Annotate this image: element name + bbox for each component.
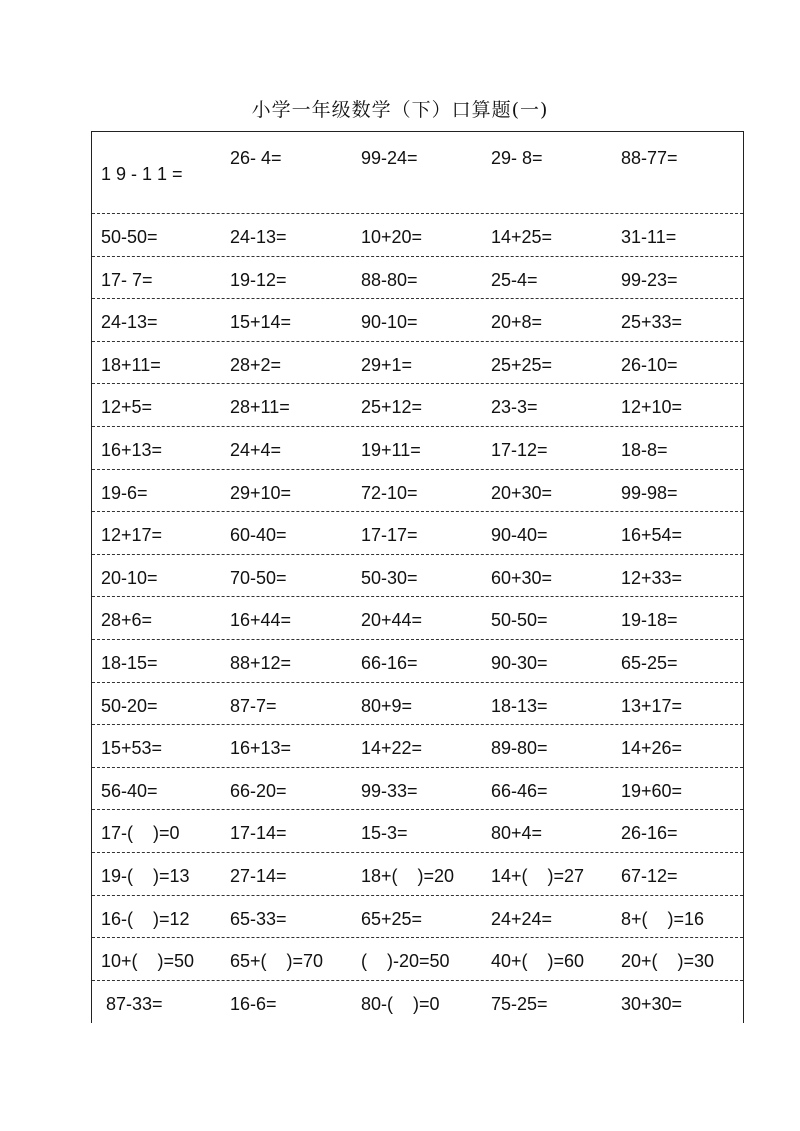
problem-row — [92, 981, 743, 1024]
arithmetic-problem: 80+9= — [361, 695, 413, 716]
arithmetic-problem: 24-13= — [101, 312, 158, 333]
arithmetic-problem: 15+53= — [101, 738, 163, 759]
arithmetic-problem: 29+10= — [230, 482, 292, 503]
arithmetic-problem: 88-77= — [621, 148, 678, 168]
problem-row — [92, 512, 743, 555]
arithmetic-problem: 26-10= — [621, 354, 678, 375]
arithmetic-problem: 20+44= — [361, 610, 423, 631]
arithmetic-problem: 17-( )=0 — [101, 823, 180, 844]
arithmetic-problem: 19-18= — [621, 610, 678, 631]
arithmetic-problem: 99-98= — [621, 482, 678, 503]
problem-row — [92, 683, 743, 726]
problem-row — [92, 342, 743, 385]
arithmetic-problem: 20-10= — [101, 567, 158, 588]
arithmetic-problem: 99-24= — [361, 148, 418, 168]
arithmetic-problem: 31-11= — [621, 227, 677, 247]
arithmetic-problem: 16+54= — [621, 525, 683, 546]
arithmetic-problem: 27-14= — [230, 866, 287, 886]
arithmetic-problem: 50-50= — [491, 610, 548, 631]
arithmetic-problem: 17- 7= — [101, 269, 153, 290]
problem-row — [92, 640, 743, 683]
arithmetic-problem: 88+12= — [230, 653, 292, 673]
arithmetic-problem: 28+6= — [101, 610, 153, 631]
arithmetic-problem: 24-13= — [230, 227, 287, 247]
arithmetic-problem: 89-80= — [491, 738, 548, 759]
arithmetic-problem: 65-33= — [230, 908, 287, 929]
arithmetic-problem: 12+5= — [101, 397, 153, 418]
arithmetic-problem: 16+44= — [230, 610, 292, 631]
arithmetic-problem: 24+4= — [230, 440, 282, 460]
arithmetic-problem: 13+17= — [621, 695, 683, 716]
arithmetic-problem: 17-14= — [230, 823, 287, 844]
arithmetic-problem: 88-80= — [361, 269, 418, 290]
arithmetic-problem: 18+( )=20 — [361, 866, 455, 886]
arithmetic-problem: 99-33= — [361, 780, 418, 801]
arithmetic-problem: 19+11= — [361, 440, 421, 460]
arithmetic-problem: 80-( )=0 — [361, 993, 440, 1014]
arithmetic-problem: 20+8= — [491, 312, 543, 333]
arithmetic-problem: 8+( )=16 — [621, 908, 705, 929]
arithmetic-problem: 28+2= — [230, 354, 282, 375]
arithmetic-problem: 1 9 - 1 1 = — [101, 164, 183, 184]
arithmetic-problem: 66-16= — [361, 653, 418, 673]
arithmetic-worksheet-table — [91, 131, 744, 1023]
problem-row — [92, 597, 743, 640]
problem-row — [92, 132, 743, 214]
arithmetic-problem: 87-7= — [230, 695, 277, 716]
arithmetic-problem: 10+20= — [361, 227, 423, 247]
arithmetic-problem: 16+13= — [230, 738, 292, 759]
arithmetic-problem: 50-30= — [361, 567, 418, 588]
problem-row — [92, 214, 743, 257]
arithmetic-problem: 25+33= — [621, 312, 683, 333]
arithmetic-problem: 15+14= — [230, 312, 292, 333]
arithmetic-problem: 12+33= — [621, 567, 683, 588]
arithmetic-problem: 29- 8= — [491, 148, 543, 168]
arithmetic-problem: 20+( )=30 — [621, 951, 715, 972]
arithmetic-problem: 14+25= — [491, 227, 553, 247]
arithmetic-problem: 56-40= — [101, 780, 158, 801]
problem-row — [92, 853, 743, 896]
arithmetic-problem: 26-16= — [621, 823, 678, 844]
arithmetic-problem: 23-3= — [491, 397, 538, 418]
arithmetic-problem: 25+25= — [491, 354, 553, 375]
arithmetic-problem: 19-6= — [101, 482, 148, 503]
arithmetic-problem: 16+13= — [101, 440, 163, 460]
arithmetic-problem: 12+17= — [101, 525, 163, 546]
arithmetic-problem: 19-( )=13 — [101, 866, 190, 886]
problem-row — [92, 555, 743, 598]
arithmetic-problem: 25-4= — [491, 269, 538, 290]
arithmetic-problem: 70-50= — [230, 567, 287, 588]
arithmetic-problem: 99-23= — [621, 269, 678, 290]
problem-row — [92, 938, 743, 981]
arithmetic-problem: 40+( )=60 — [491, 951, 585, 972]
arithmetic-problem: 65+( )=70 — [230, 951, 324, 972]
problem-row — [92, 427, 743, 470]
problem-row — [92, 896, 743, 939]
arithmetic-problem: 16-( )=12 — [101, 908, 190, 929]
arithmetic-problem: 90-30= — [491, 653, 548, 673]
arithmetic-problem: 66-46= — [491, 780, 548, 801]
arithmetic-problem: 24+24= — [491, 908, 553, 929]
arithmetic-problem: 26- 4= — [230, 148, 282, 168]
problem-row — [92, 384, 743, 427]
arithmetic-problem: 16-6= — [230, 993, 277, 1014]
arithmetic-problem: 25+12= — [361, 397, 423, 418]
arithmetic-problem: 50-20= — [101, 695, 158, 716]
arithmetic-problem: 14+( )=27 — [491, 866, 585, 886]
arithmetic-problem: 18+11= — [101, 354, 161, 375]
arithmetic-problem: 67-12= — [621, 866, 678, 886]
problem-row — [92, 299, 743, 342]
arithmetic-problem: 17-12= — [491, 440, 548, 460]
arithmetic-problem: 72-10= — [361, 482, 418, 503]
arithmetic-problem: 30+30= — [621, 993, 683, 1014]
arithmetic-problem: 14+26= — [621, 738, 683, 759]
arithmetic-problem: 19+60= — [621, 780, 683, 801]
arithmetic-problem: 66-20= — [230, 780, 287, 801]
arithmetic-problem: 17-17= — [361, 525, 418, 546]
arithmetic-problem: 65-25= — [621, 653, 678, 673]
problem-row — [92, 470, 743, 513]
arithmetic-problem: 60-40= — [230, 525, 287, 546]
arithmetic-problem: 12+10= — [621, 397, 683, 418]
problem-row — [92, 810, 743, 853]
arithmetic-problem: 90-40= — [491, 525, 548, 546]
page-title: 小学一年级数学（下）口算题(一) — [251, 99, 549, 121]
arithmetic-problem: 18-13= — [491, 695, 548, 716]
arithmetic-problem: 28+11= — [230, 397, 290, 418]
problem-row — [92, 768, 743, 811]
arithmetic-problem: 18-15= — [101, 653, 158, 673]
arithmetic-problem: 60+30= — [491, 567, 553, 588]
arithmetic-problem: 50-50= — [101, 227, 158, 247]
arithmetic-problem: 90-10= — [361, 312, 418, 333]
arithmetic-problem: 87-33= — [101, 993, 163, 1014]
problem-row — [92, 725, 743, 768]
arithmetic-problem: 29+1= — [361, 354, 413, 375]
arithmetic-problem: 15-3= — [361, 823, 408, 844]
arithmetic-problem: 65+25= — [361, 908, 423, 929]
arithmetic-problem: 80+4= — [491, 823, 543, 844]
arithmetic-problem: 75-25= — [491, 993, 548, 1014]
arithmetic-problem: 18-8= — [621, 440, 668, 460]
problem-row — [92, 257, 743, 300]
arithmetic-problem: 10+( )=50 — [101, 951, 195, 972]
arithmetic-problem: ( )-20=50 — [361, 951, 450, 972]
arithmetic-problem: 14+22= — [361, 738, 423, 759]
arithmetic-problem: 20+30= — [491, 482, 553, 503]
arithmetic-problem: 19-12= — [230, 269, 287, 290]
